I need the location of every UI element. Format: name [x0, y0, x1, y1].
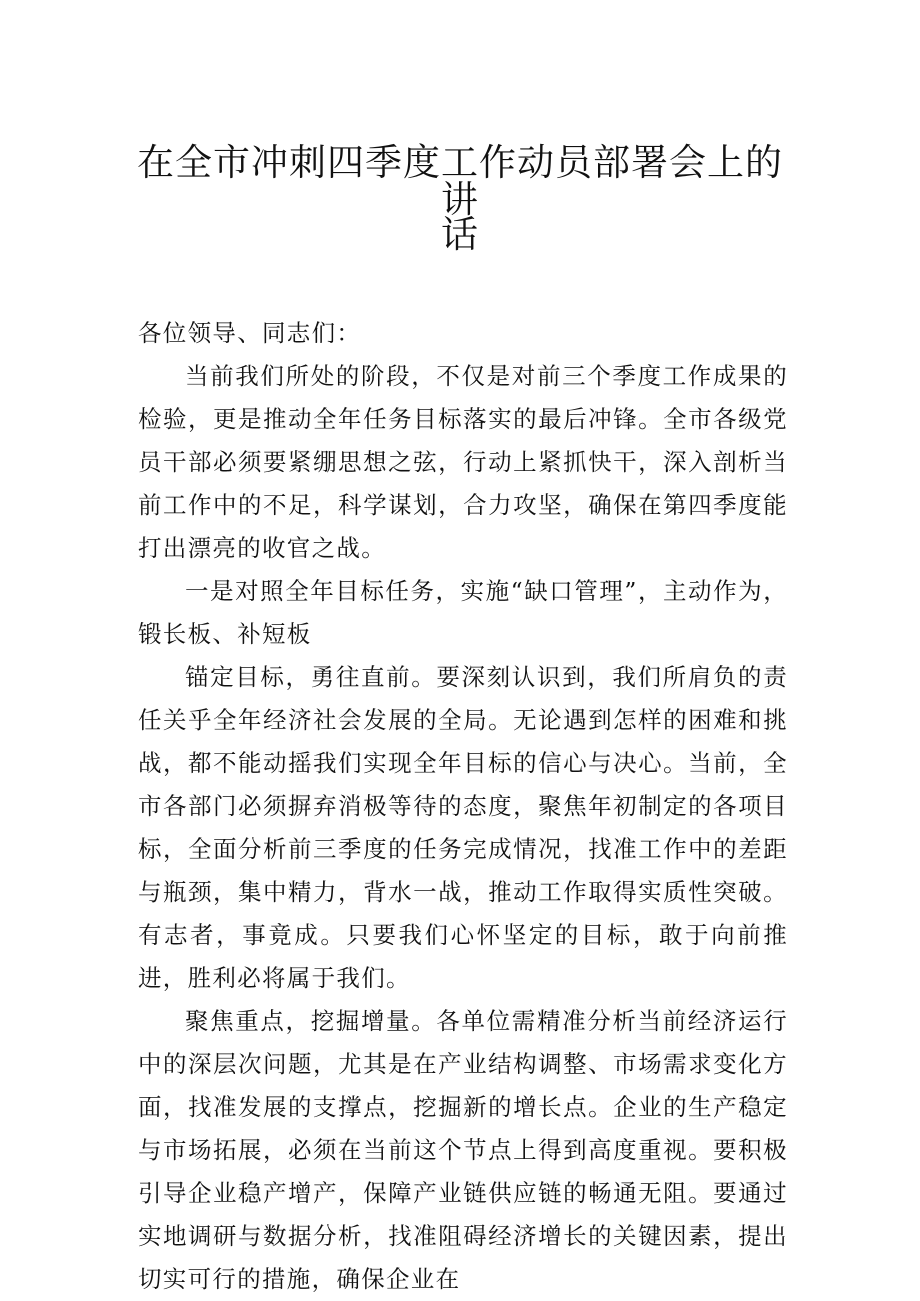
- paragraph-focus: 聚焦重点，挖掘增量。各单位需精准分析当前经济运行中的深层次问题，尤其是在产业结构调整、市场需求变化方面，找准发展的支撑点，挖掘新的增长点。企业的生产稳定与市场拓展，必须在当前这个节点上得到高度重视。要积极引导企业稳产增产，保障产业链供应链的畅通无阻。要通过实地调研与数据分析，找准阻碍经济增长的关键因素，提出切实可行的措施，确保企业在: [138, 1007, 788, 1293]
- paragraph-target: 锚定目标，勇往直前。要深刻认识到，我们所肩负的责任关乎全年经济社会发展的全局。无论遇到怎样的困难和挑战，都不能动摇我们实现全年目标的信心与决心。当前，全市各部门必须摒弃消极等待的态度，聚焦年初制定的各项目标，全面分析前三季度的任务完成情况，找准工作中的差距与瓶颈，集中精力，背水一战，推动工作取得实质性突破。有志者，事竟成。只要我们心怀坚定的目标，敢于向前推进，胜利必将属于我们。: [138, 663, 788, 992]
- document-title-line-1: 在全市冲刺四季度工作动员部署会上的讲: [137, 141, 783, 221]
- document-body: [138, 312, 788, 1301]
- salutation: 各位领导、同志们：: [138, 319, 362, 347]
- section-heading-1: 一是对照全年目标任务，实施“缺口管理”，主动作为，锻长板、补短板: [138, 577, 788, 648]
- paragraph-intro: 当前我们所处的阶段，不仅是对前三个季度工作成果的检验，更是推动全年任务目标落实的最后冲锋。全市各级党员干部必须要紧绷思想之弦，行动上紧抓快干，深入剖析当前工作中的不足，科学谋划，合力攻坚，确保在第四季度能打出漂亮的收官之战。: [138, 362, 788, 562]
- document-title-line-2: 话: [441, 213, 479, 256]
